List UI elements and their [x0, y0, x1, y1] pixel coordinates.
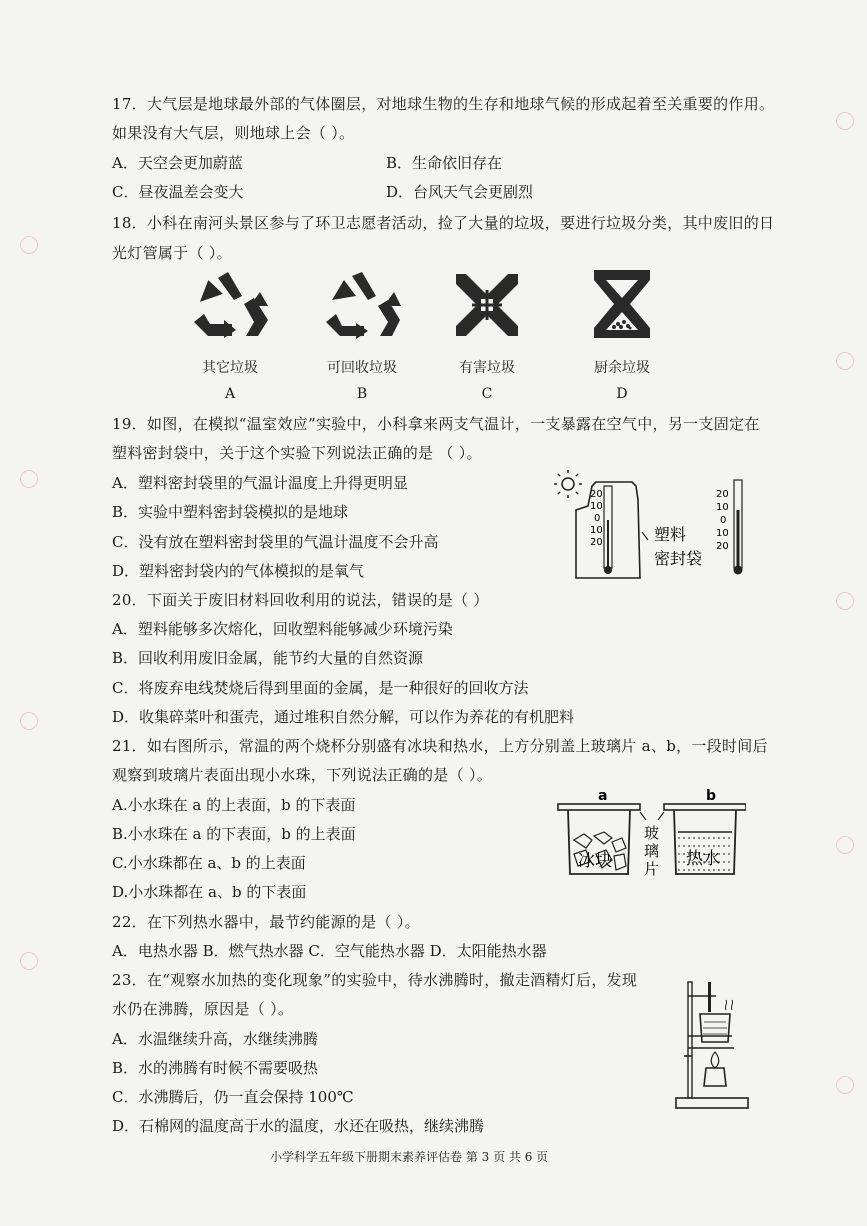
- svg-text:0: 0: [594, 513, 601, 524]
- q17-option-b: B．生命依旧存在: [386, 154, 503, 172]
- q18-stem-line2: 光灯管属于（ ）。: [112, 244, 232, 262]
- q23-stem-line2: 水仍在沸腾，原因是（ ）。: [112, 1000, 294, 1018]
- svg-text:璃: 璃: [644, 842, 660, 860]
- letter-b: B: [356, 386, 368, 402]
- svg-text:10: 10: [716, 502, 729, 513]
- q22-stem: 22．在下列热水器中，最节约能源的是（ ）。: [112, 913, 420, 931]
- hazardous-waste-icon: [452, 270, 522, 340]
- svg-text:20: 20: [590, 537, 603, 548]
- sun-icon: [554, 470, 582, 498]
- q20-stem: 20．下面关于废旧材料回收利用的说法，错误的是（ ）: [112, 591, 489, 609]
- caption-other-waste: 其它垃圾: [202, 360, 258, 376]
- svg-text:b: b: [706, 788, 717, 804]
- watermark-icon: [836, 352, 854, 370]
- svg-text:热水: 热水: [686, 849, 720, 869]
- q21-option-d: D.小水珠都在 a、b 的下表面: [112, 883, 307, 901]
- q19-option-c: C．没有放在塑料密封袋里的气温计温度不会升高: [112, 533, 439, 551]
- watermark-icon: [20, 712, 38, 730]
- caption-recyclable: 可回收垃圾: [327, 360, 397, 376]
- q19-stem-line2: 塑料密封袋中，关于这个实验下列说法正确的是 （ ）。: [112, 444, 482, 462]
- letter-c: C: [481, 386, 493, 402]
- svg-text:密封袋: 密封袋: [654, 549, 703, 568]
- svg-text:20: 20: [590, 489, 603, 500]
- q23-stem-line1: 23．在“观察水加热的变化现象”的实验中，待水沸腾时，撤走酒精灯后，发现: [112, 971, 638, 989]
- q20-option-c: C．将废弃电线焚烧后得到里面的金属，是一种很好的回收方法: [112, 679, 529, 697]
- watermark-icon: [20, 952, 38, 970]
- air-thermometer-scale: [716, 489, 729, 552]
- svg-text:20: 20: [716, 541, 729, 552]
- q17-option-c: C．昼夜温差会变大: [112, 183, 244, 201]
- q17-stem-line1: 17．大气层是地球最外部的气体圈层，对地球生物的生存和地球气候的形成起着至关重要的作用。: [112, 95, 775, 113]
- q18-stem-line1: 18．小科在南河头景区参与了环卫志愿者活动，捡了大量的垃圾，要进行垃圾分类，其中废旧的日: [112, 214, 775, 232]
- letter-a: A: [224, 386, 236, 402]
- svg-text:10: 10: [590, 525, 603, 536]
- watermark-icon: [836, 592, 854, 610]
- watermark-icon: [836, 1076, 854, 1094]
- letter-d: D: [616, 386, 628, 402]
- q23-option-c: C．水沸腾后，仍一直会保持 100℃: [112, 1088, 354, 1106]
- watermark-icon: [836, 836, 854, 854]
- svg-text:a: a: [598, 788, 608, 804]
- svg-text:0: 0: [720, 515, 727, 526]
- q20-option-b: B．回收利用废旧金属，能节约大量的自然资源: [112, 649, 424, 667]
- q20-option-a: A．塑料能够多次熔化，回收塑料能够减少环境污染: [112, 620, 453, 638]
- svg-text:10: 10: [716, 528, 729, 539]
- bag-thermometer-scale: [590, 489, 603, 548]
- caption-food-waste: 厨余垃圾: [594, 360, 650, 376]
- watermark-icon: [20, 236, 38, 254]
- q23-option-b: B．水的沸腾有时候不需要吸热: [112, 1059, 319, 1077]
- q17-option-d: D．台风天气会更剧烈: [386, 183, 534, 201]
- svg-text:冰块: 冰块: [578, 851, 612, 871]
- q23-option-a: A．水温继续升高，水继续沸腾: [112, 1030, 318, 1048]
- page-footer: 小学科学五年级下册期末素养评估卷 第 3 页 共 6 页: [270, 1150, 549, 1164]
- q20-option-d: D．收集碎菜叶和蛋壳，通过堆积自然分解，可以作为养花的有机肥料: [112, 708, 575, 726]
- svg-text:10: 10: [590, 501, 603, 512]
- q19-option-a: A．塑料密封袋里的气温计温度上升得更明显: [112, 474, 408, 492]
- q22-options: A．电热水器 B．燃气热水器 C．空气能热水器 D．太阳能热水器: [112, 942, 547, 960]
- q21-stem-line2: 观察到玻璃片表面出现小水珠，下列说法正确的是（ ）。: [112, 766, 493, 784]
- q21-option-b: B.小水珠在 a 的下表面，b 的上表面: [112, 825, 356, 843]
- greenhouse-experiment-figure: [548, 470, 768, 590]
- boiling-water-apparatus-figure: [668, 972, 758, 1112]
- watermark-icon: [20, 470, 38, 488]
- recycle-icon-recyclable: [322, 270, 402, 340]
- food-waste-icon: [590, 268, 654, 340]
- q21-option-a: A.小水珠在 a 的上表面，b 的下表面: [112, 796, 356, 814]
- q19-option-b: B．实验中塑料密封袋模拟的是地球: [112, 503, 349, 521]
- q21-stem-line1: 21．如右图所示，常温的两个烧杯分别盛有冰块和热水，上方分别盖上玻璃片 a、b，一段时间后: [112, 737, 768, 755]
- q17-option-a: A．天空会更加蔚蓝: [112, 154, 243, 172]
- q21-option-c: C.小水珠都在 a、b 的上表面: [112, 854, 306, 872]
- q19-stem-line1: 19．如图，在模拟“温室效应”实验中，小科拿来两支气温计，一支暴露在空气中，另一支固定在: [112, 415, 760, 433]
- svg-text:玻: 玻: [644, 824, 660, 842]
- beakers-figure: [556, 786, 746, 886]
- svg-text:塑料: 塑料: [654, 525, 687, 544]
- caption-hazardous: 有害垃圾: [459, 360, 515, 376]
- svg-text:片: 片: [644, 860, 660, 878]
- q19-option-d: D．塑料密封袋内的气体模拟的是氧气: [112, 562, 365, 580]
- q17-stem-line2: 如果没有大气层，则地球上会（ ）。: [112, 124, 355, 142]
- watermark-icon: [836, 112, 854, 130]
- svg-text:20: 20: [716, 489, 729, 500]
- q23-option-d: D．石棉网的温度高于水的温度，水还在吸热，继续沸腾: [112, 1117, 485, 1135]
- recycle-icon-other: [190, 270, 270, 340]
